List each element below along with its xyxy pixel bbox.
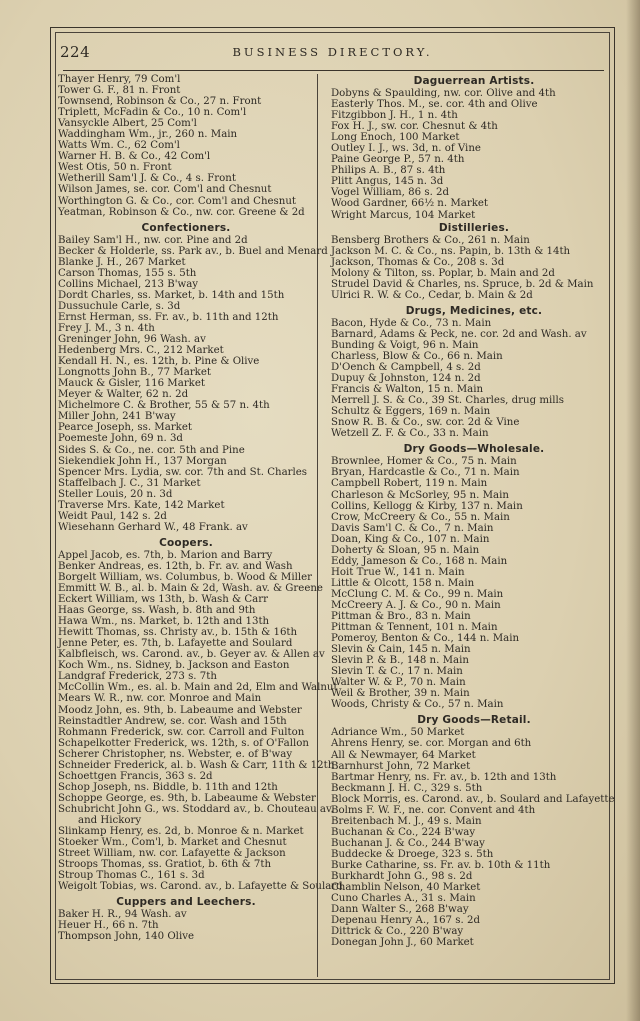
directory-entry: Burkhardt John G., 98 s. 2d — [331, 871, 473, 883]
directory-entry: Baker H. R., 94 Wash. av — [58, 909, 187, 921]
directory-entry: Brownlee, Homer & Co., 75 n. Main — [331, 456, 517, 468]
directory-entry: Benker Andreas, es. 12th, b. Fr. av. and Wash — [58, 560, 293, 572]
directory-entry: Schultz & Eggers, 169 n. Main — [331, 406, 491, 418]
directory-entry: Reinstadtler Andrew, se. cor. Wash and 15th — [58, 715, 287, 727]
directory-entry: Wilson James, se. cor. Com'l and Chesnut — [58, 184, 272, 196]
directory-entry: Dann Walter S., 268 B'way — [331, 904, 469, 916]
directory-entry: Longnotts John B., 77 Market — [58, 367, 211, 379]
directory-entry: Stroops Thomas, ss. Gratiot, b. 6th & 7th — [58, 859, 272, 871]
page-edge-shadow — [626, 0, 640, 1021]
section-heading: Drugs, Medicines, etc. — [405, 304, 543, 317]
directory-entry: Carson Thomas, 155 s. 5th — [58, 267, 197, 279]
directory-entry: Hewitt Thomas, ss. Christy av., b. 15th & 16th — [58, 627, 298, 639]
directory-entry: Rohmann Frederick, sw. cor. Carroll and Fulton — [58, 726, 305, 738]
directory-entry: Eddy, Jameson & Co., 168 n. Main — [331, 555, 508, 567]
directory-entry: Slevin T. & C., 17 n. Main — [331, 666, 463, 678]
directory-entry: McClung C. M. & Co., 99 n. Main — [331, 588, 504, 600]
directory-entry: Greninger John, 96 Wash. av — [58, 334, 206, 346]
directory-entry: Ahrens Henry, se. cor. Morgan and 6th — [331, 738, 532, 750]
directory-entry: Emmitt W. B., al. b. Main & 2d, Wash. av. & Greene — [58, 583, 323, 595]
directory-entry: Crow, McCreery & Co., 55 n. Main — [331, 511, 510, 523]
section-heading: Distilleries. — [438, 221, 510, 234]
directory-entry: Fitzgibbon J. H., 1 n. 4th — [331, 110, 458, 122]
directory-entry: Bacon, Hyde & Co., 73 n. Main — [331, 317, 492, 329]
directory-entry: Buchanan & Co., 224 B'way — [331, 826, 476, 838]
directory-entry: Strudel David & Charles, ns. Spruce, b. 2d & Main — [331, 278, 594, 290]
directory-entry: Plitt Angus, 145 n. 3d — [331, 176, 444, 188]
directory-entry: Hoit True W., 141 n. Main — [331, 566, 465, 578]
directory-entry: Merrell J. S. & Co., 39 St. Charles, drug mills — [331, 395, 565, 407]
right-column — [331, 74, 615, 949]
directory-entry: West Otis, 50 n. Front — [58, 162, 172, 174]
directory-entry: Dordt Charles, ss. Market, b. 14th and 15th — [58, 289, 285, 301]
running-head: BUSINESS DIRECTORY. — [232, 45, 433, 59]
directory-entry: Slinkamp Henry, es. 2d, b. Monroe & n. Market — [58, 826, 304, 838]
directory-entry: Mears W. R., nw. cor. Monroe and Main — [58, 693, 262, 705]
directory-entry: Siekendiek John H., 137 Morgan — [58, 455, 227, 467]
directory-entry: Pearce Joseph, ss. Market — [58, 422, 192, 434]
directory-entry: Miller John, 241 B'way — [58, 411, 176, 423]
directory-entry: Waddingham Wm., jr., 260 n. Main — [58, 129, 238, 141]
directory-entry: Long Enoch, 100 Market — [331, 132, 460, 144]
directory-entry: Street William, nw. cor. Lafayette & Jackson — [58, 848, 286, 860]
directory-entry: Jackson M. C. & Co., ns. Papin, b. 13th & 14th — [331, 245, 571, 257]
directory-entry: Schop Joseph, ns. Biddle, b. 11th and 12th — [58, 781, 278, 793]
directory-entry: Blanke J. H., 267 Market — [58, 256, 186, 268]
directory-entry: Watts Wm. C., 62 Com'l — [58, 140, 180, 152]
directory-entry: Dittrick & Co., 220 B'way — [331, 926, 464, 938]
directory-entry: Stoeker Wm., Com'l, b. Market and Chesnut — [58, 837, 287, 849]
directory-entry: Little & Olcott, 158 n. Main — [331, 577, 475, 589]
directory-entry: Landgraf Frederick, 273 s. 7th — [58, 671, 217, 683]
directory-entry: Schapelkotter Frederick, ws. 12th, s. of O'Fallon — [58, 737, 309, 749]
directory-entry: Appel Jacob, es. 7th, b. Marion and Barry — [58, 549, 273, 561]
directory-entry: Bensberg Brothers & Co., 261 n. Main — [331, 234, 530, 246]
directory-entry: Davis Sam'l C. & Co., 7 n. Main — [331, 522, 494, 534]
directory-entry: Spencer Mrs. Lydia, sw. cor. 7th and St. Charles — [58, 466, 308, 478]
section-heading: Coopers. — [159, 536, 213, 549]
directory-entry: Paine George P., 57 n. 4th — [331, 154, 465, 166]
directory-entry: All & Newmayer, 64 Market — [331, 749, 476, 761]
directory-entry: Moodz John, es. 9th, b. Labeaume and Webster — [58, 704, 302, 716]
directory-entry: Bolms F. W. F., ne. cor. Convent and 4th — [331, 804, 536, 816]
header-rule — [63, 70, 604, 71]
directory-entry: Schoppe George, es. 9th, b. Labeaume & Webster — [58, 792, 316, 804]
directory-entry: Wetzell Z. F. & Co., 33 n. Main — [331, 428, 489, 440]
page-number: 224 — [60, 43, 91, 61]
directory-entry: Snow R. B. & Co., sw. cor. 2d & Vine — [331, 417, 520, 429]
directory-entry: Koch Wm., ns. Sidney, b. Jackson and Easton — [58, 660, 290, 672]
directory-entry: Vansyckle Albert, 25 Com'l — [58, 118, 197, 130]
directory-entry: Townsend, Robinson & Co., 27 n. Front — [58, 96, 262, 108]
directory-entry: Meyer & Walter, 62 n. 2d — [58, 389, 189, 401]
directory-entry: Traverse Mrs. Kate, 142 Market — [58, 499, 225, 511]
column-divider — [317, 74, 318, 977]
directory-entry: Outley I. J., ws. 3d, n. of Vine — [331, 143, 481, 155]
directory-entry: Haas George, ss. Wash, b. 8th and 9th — [58, 605, 256, 617]
directory-entry: Donegan John J., 60 Market — [331, 937, 474, 949]
directory-entry: Tower G. F., 81 n. Front — [58, 85, 181, 97]
directory-entry: Charleson & McSorley, 95 n. Main — [331, 489, 509, 501]
directory-entry: Stroup Thomas C., 161 s. 3d — [58, 870, 205, 882]
directory-entry: Pittman & Bro., 83 n. Main — [331, 611, 471, 623]
directory-entry: Kalbfleisch, ws. Carond. av., b. Geyer av. & Allen av — [58, 649, 325, 661]
directory-entry: Dobyns & Spaulding, nw. cor. Olive and 4th — [331, 88, 556, 99]
directory-entry: Hedenberg Mrs. C., 212 Market — [58, 345, 224, 357]
directory-entry: Yeatman, Robinson & Co., nw. cor. Greene & 2d — [58, 206, 305, 218]
directory-entry: Charless, Blow & Co., 66 n. Main — [331, 350, 503, 362]
directory-entry: Dupuy & Johnston, 124 n. 2d — [331, 373, 481, 385]
directory-entry: Sides S. & Co., ne. cor. 5th and Pine — [58, 444, 245, 456]
directory-entry: Poemeste John, 69 n. 3d — [58, 433, 183, 445]
directory-entry: Vogel William, 86 s. 2d — [331, 187, 450, 199]
directory-entry: Eckert William, ws 13th, b. Wash & Carr — [58, 594, 268, 606]
directory-entry: Francis & Walton, 15 n. Main — [331, 384, 484, 396]
directory-entry: Wood Gardner, 66½ n. Market — [331, 198, 489, 210]
directory-entry: Wetherill Sam'l J. & Co., 4 s. Front — [58, 173, 236, 185]
left-column — [58, 74, 343, 943]
section-heading: Cuppers and Leechers. — [116, 896, 256, 909]
directory-entry: Weidt Paul, 142 s. 2d — [58, 510, 167, 522]
directory-entry: Pomeroy, Benton & Co., 144 n. Main — [331, 633, 520, 645]
directory-entry: McCreery A. J. & Co., 90 n. Main — [331, 599, 501, 611]
section-heading: Daguerrean Artists. — [413, 75, 535, 87]
directory-entry: Burke Catharine, ss. Fr. av. b. 10th & 11th — [331, 860, 551, 871]
directory-entry: Thompson John, 140 Olive — [58, 931, 194, 943]
directory-entry: Weil & Brother, 39 n. Main — [331, 688, 470, 700]
directory-entry: Adriance Wm., 50 Market — [331, 727, 465, 739]
directory-entry: Schubricht John G., ws. Stoddard av., b. Chouteau av. — [58, 803, 334, 815]
directory-entry: Wright Marcus, 104 Market — [331, 209, 476, 221]
directory-entry: Borgelt William, ws. Columbus, b. Wood & Miller — [58, 571, 312, 583]
directory-entry: Collins, Kellogg & Kirby, 137 n. Main — [331, 500, 523, 512]
directory-entry: Kendall H. N., es. 12th, b. Pine & Olive — [58, 356, 260, 368]
directory-entry: Dussuchule Carle, s. 3d — [58, 300, 181, 312]
directory-entry: Schoettgen Francis, 363 s. 2d — [58, 770, 213, 782]
directory-entry: Weigolt Tobias, ws. Carond. av., b. Lafayette & Soulard — [58, 881, 343, 893]
directory-entry: Ulrici R. W. & Co., Cedar, b. Main & 2d — [331, 289, 533, 301]
directory-entry: Buchanan J. & Co., 244 B'way — [331, 837, 485, 849]
section-heading: Dry Goods—Wholesale. — [403, 443, 545, 456]
directory-entry: Mauck & Gisler, 116 Market — [58, 378, 205, 390]
directory-entry: Jenne Peter, es. 7th, b. Lafayette and Soulard — [58, 638, 293, 650]
directory-entry: Block Morris, es. Carond. av., b. Soulard and Lafayette — [331, 793, 615, 805]
directory-entry: Walter W. & P., 70 n. Main — [331, 677, 466, 689]
directory-entry: Easterly Thos. M., se. cor. 4th and Olive — [331, 99, 538, 111]
directory-entry: Wiesehann Gerhard W., 48 Frank. av — [58, 521, 248, 533]
directory-entry: Hawa Wm., ns. Market, b. 12th and 13th — [58, 616, 270, 628]
section-heading: Confectioners. — [141, 221, 231, 234]
directory-entry: Steller Louis, 20 n. 3d — [58, 488, 173, 500]
directory-entry: Collins Michael, 213 B'way — [58, 278, 199, 290]
directory-entry: Ernst Herman, ss. Fr. av., b. 11th and 12th — [58, 311, 279, 323]
directory-entry: Bunding & Voigt, 96 n. Main — [331, 339, 479, 351]
directory-entry: and Hickory — [78, 815, 142, 826]
directory-entry: Becker & Holderle, ss. Park av., b. Buel and Menard — [58, 245, 328, 257]
page-header — [60, 40, 605, 66]
directory-entry: D'Oench & Campbell, 4 s. 2d — [331, 362, 481, 374]
directory-entry: Doherty & Sloan, 95 n. Main — [331, 544, 480, 556]
directory-entry: Frey J. M., 3 n. 4th — [58, 322, 155, 334]
directory-entry: Breitenbach M. J., 49 s. Main — [331, 815, 482, 827]
directory-entry: Jackson, Thomas & Co., 208 s. 3d — [331, 256, 505, 268]
directory-entry: Warner H. B. & Co., 42 Com'l — [58, 151, 211, 163]
directory-entry: Doan, King & Co., 107 n. Main — [331, 533, 490, 545]
directory-entry: Buddecke & Droege, 323 s. 5th — [331, 848, 494, 860]
directory-entry: Thayer Henry, 79 Com'l — [58, 74, 181, 85]
directory-entry: Fox H. J., sw. cor. Chesnut & 4th — [331, 121, 498, 133]
directory-entry: Michelmore C. & Brother, 55 & 57 n. 4th — [58, 400, 270, 412]
directory-entry: Bartmar Henry, ns. Fr. av., b. 12th and 13th — [331, 771, 557, 783]
directory-entry: Barnhurst John, 72 Market — [331, 760, 471, 772]
directory-entry: Worthington G. & Co., cor. Com'l and Chesnut — [58, 195, 297, 207]
directory-entry: Beckmann J. H. C., 329 s. 5th — [331, 782, 483, 794]
directory-entry: McCollin Wm., es. al. b. Main and 2d, Elm and Walnut — [58, 682, 338, 694]
directory-entry: Pittman & Tennent, 101 n. Main — [331, 622, 498, 634]
directory-entry: Bryan, Hardcastle & Co., 71 n. Main — [331, 467, 520, 479]
directory-entry: Heuer H., 66 n. 7th — [58, 920, 159, 932]
directory-entry: Staffelbach J. C., 31 Market — [58, 477, 201, 489]
directory-entry: Slevin P. & B., 148 n. Main — [331, 655, 469, 667]
directory-entry: Campbell Robert, 119 n. Main — [331, 478, 488, 490]
directory-entry: Bailey Sam'l H., nw. cor. Pine and 2d — [58, 234, 248, 246]
directory-entry: Schneider Frederick, al. b. Wash & Carr, 11th & 12th — [58, 759, 335, 771]
directory-entry: Depenau Henry A., 167 s. 2d — [331, 915, 480, 927]
directory-entry: Triplett, McFadin & Co., 10 n. Com'l — [58, 107, 247, 119]
directory-entry: Cuno Charles A., 31 s. Main — [331, 893, 476, 905]
directory-entry: Scherer Christopher, ns. Webster, e. of B'way — [58, 748, 293, 760]
section-heading: Dry Goods—Retail. — [417, 714, 531, 727]
directory-entry: Barnard, Adams & Peck, ne. cor. 2d and Wash. av — [331, 328, 587, 340]
directory-entry: Slevin & Cain, 145 n. Main — [331, 644, 471, 656]
directory-entry: Woods, Christy & Co., 57 n. Main — [331, 699, 504, 711]
directory-entry: Philips A. B., 87 s. 4th — [331, 165, 446, 177]
directory-entry: Molony & Tilton, ss. Poplar, b. Main and 2d — [331, 267, 555, 279]
directory-entry: Chamblin Nelson, 40 Market — [331, 882, 481, 894]
